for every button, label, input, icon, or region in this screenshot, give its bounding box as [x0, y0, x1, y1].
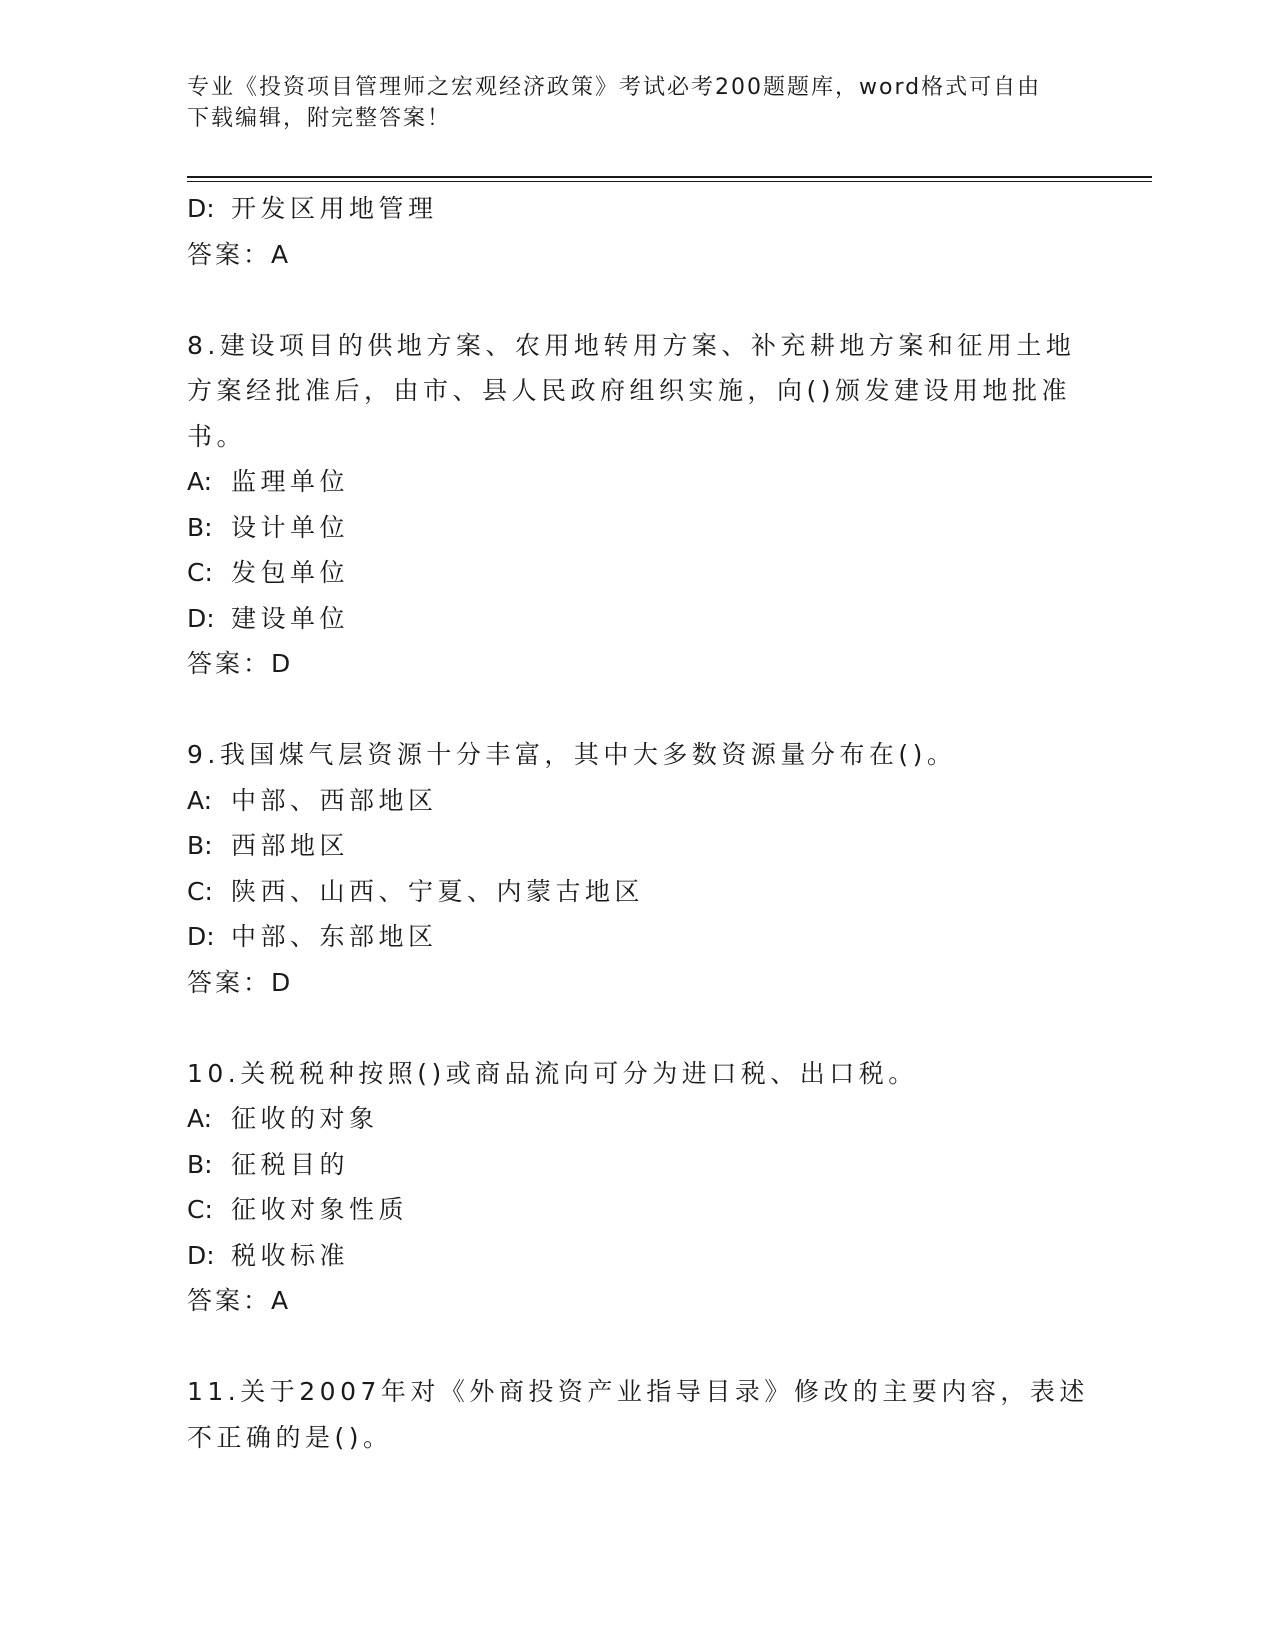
option-text: 税收标准 — [231, 1240, 350, 1270]
question-stem-line — [187, 1051, 1067, 1097]
option-c — [187, 1187, 1067, 1233]
option-d — [187, 914, 1067, 960]
option-text: 征收对象性质 — [231, 1195, 409, 1224]
header-line-2: 下载编辑，附完整答案！ — [187, 106, 452, 131]
answer: 答案：A — [187, 1286, 292, 1315]
question-stem-line — [187, 1369, 1089, 1415]
question-stem-text: 建设项目的供地方案、农用地转用方案、补充耕地方案和征用土地 — [219, 330, 1076, 360]
option-text: 陕西、山西、宁夏、内蒙古地区 — [231, 876, 645, 906]
option-b — [187, 823, 1067, 869]
question-9 — [187, 732, 1067, 1005]
question-number: 8. — [187, 330, 220, 360]
option-text: 发包单位 — [231, 558, 350, 587]
question-number: 10. — [187, 1058, 241, 1088]
option-a — [187, 778, 1067, 824]
option-a — [187, 459, 1067, 505]
option-text: 西部地区 — [231, 831, 350, 860]
option-label: B: — [187, 1149, 213, 1179]
header-line-1: 专业《投资项目管理师之宏观经济政策》考试必考200题题库，word格式可自由 — [187, 75, 1042, 100]
option-text: 征收的对象 — [231, 1104, 379, 1133]
option-label: A: — [187, 1104, 213, 1133]
question-list — [187, 186, 1089, 1460]
option-b — [187, 505, 1067, 551]
answer: 答案：D — [187, 649, 294, 678]
option-label: A: — [187, 785, 213, 815]
question-10 — [187, 1051, 1067, 1324]
option-label: C: — [187, 876, 213, 906]
answer: 答案：A — [187, 239, 292, 269]
question-stem-line: 不正确的是()。 — [187, 1422, 393, 1452]
document-header — [187, 72, 1067, 134]
option-a — [187, 1096, 1067, 1142]
option-label: D: — [187, 603, 215, 633]
question-stem-text: 关税税种按照()或商品流向可分为进口税、出口税。 — [240, 1058, 918, 1088]
option-text: 设计单位 — [231, 512, 350, 542]
option-c — [187, 869, 1067, 915]
spacer — [187, 1005, 1067, 1051]
option-label: D: — [187, 194, 215, 223]
spacer — [187, 1324, 1067, 1370]
answer: 答案：D — [187, 967, 294, 997]
option-d — [187, 596, 1067, 642]
option-text: 中部、西部地区 — [231, 785, 438, 815]
option-label: D: — [187, 922, 215, 951]
option-text: 中部、东部地区 — [231, 922, 438, 951]
question-stem-text: 关于2007年对《外商投资产业指导目录》修改的主要内容，表述 — [240, 1377, 1089, 1406]
question-11 — [187, 1369, 1089, 1460]
question-stem-line: 方案经批准后，由市、县人民政府组织实施，向()颁发建设用地批准 — [187, 376, 1072, 405]
option-label: D: — [187, 1240, 215, 1270]
option-b — [187, 1142, 1067, 1188]
question-stem-text: 我国煤气层资源十分丰富，其中大多数资源量分布在()。 — [219, 740, 957, 769]
option-text: 建设单位 — [231, 603, 350, 633]
question-stem-line — [187, 732, 1067, 778]
option-label: C: — [187, 1195, 213, 1224]
option-label: C: — [187, 558, 213, 587]
spacer — [187, 687, 1067, 733]
option-c — [187, 550, 1067, 596]
question-stem-line: 书。 — [187, 421, 247, 451]
option-text: 监理单位 — [231, 467, 350, 496]
question-number: 11. — [187, 1377, 241, 1406]
option-text: 征税目的 — [231, 1149, 350, 1179]
header-divider-thick — [187, 176, 1152, 178]
option-d — [187, 186, 1067, 232]
header-divider-thin — [187, 181, 1152, 182]
option-label: B: — [187, 512, 213, 542]
question-8 — [187, 323, 1076, 687]
option-label: A: — [187, 467, 213, 496]
option-d — [187, 1233, 1067, 1279]
spacer — [187, 277, 1067, 323]
question-number: 9. — [187, 740, 220, 769]
question-stem-line — [187, 323, 1076, 369]
option-label: B: — [187, 831, 213, 860]
option-text: 开发区用地管理 — [231, 194, 438, 223]
